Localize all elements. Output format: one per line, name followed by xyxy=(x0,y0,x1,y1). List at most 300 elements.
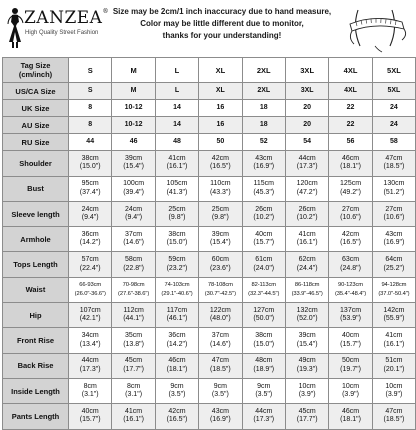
measurement-cell xyxy=(329,328,372,353)
measurement-cell xyxy=(372,303,415,328)
measurement-cell xyxy=(285,378,328,403)
cm-value: 132cm xyxy=(286,307,328,316)
table-cell: 50 xyxy=(199,134,242,151)
measurement-cell xyxy=(199,404,242,429)
inch-value: (37.0"-50.4") xyxy=(373,290,415,299)
measurement-cell xyxy=(242,151,285,176)
inch-value: (3.9") xyxy=(329,391,371,400)
measurement-cell xyxy=(112,201,155,226)
measurement-cell xyxy=(69,201,112,226)
inch-value: (53.9") xyxy=(329,315,371,324)
notice-line: Color may be little different due to monitor, xyxy=(110,18,334,30)
row-label-cell: Sleeve length xyxy=(3,201,69,226)
cm-value: 100cm xyxy=(112,180,154,189)
inch-value: (19.7") xyxy=(329,366,371,375)
inch-value: (18.5") xyxy=(373,416,415,425)
row-label-cell: RU Size xyxy=(3,134,69,151)
measurement-cell xyxy=(372,328,415,353)
cm-value: 27cm xyxy=(373,206,415,215)
cm-value: 60cm xyxy=(199,256,241,265)
cm-value: 39cm xyxy=(199,231,241,240)
cm-value: 36cm xyxy=(156,332,198,341)
table-row xyxy=(3,404,416,429)
row-label-cell: Front Rise xyxy=(3,328,69,353)
row-label-cell: Shoulder xyxy=(3,151,69,176)
inch-value: (44.1") xyxy=(112,315,154,324)
inch-value: (3.9") xyxy=(373,391,415,400)
inch-value: (52.0") xyxy=(286,315,328,324)
row-label-cell: Armhole xyxy=(3,227,69,252)
measurement-cell xyxy=(372,353,415,378)
row-label-cell: US/CA Size xyxy=(3,83,69,100)
measurement-cell xyxy=(372,404,415,429)
cm-value: 94-128cm xyxy=(373,281,415,290)
row-label-cell: Inside Length xyxy=(3,378,69,403)
inch-value: (14.2") xyxy=(69,239,111,248)
cm-value: 95cm xyxy=(69,180,111,189)
measurement-cell xyxy=(69,277,112,302)
measurement-cell xyxy=(285,328,328,353)
inch-value: (15.7") xyxy=(243,239,285,248)
inch-value: (15.4") xyxy=(112,163,154,172)
inch-value: (22.4") xyxy=(69,265,111,274)
table-cell: 22 xyxy=(329,100,372,117)
table-cell: 3XL xyxy=(285,83,328,100)
measurement-cell xyxy=(242,201,285,226)
measurement-cell xyxy=(242,353,285,378)
measurement-cell xyxy=(329,353,372,378)
table-row xyxy=(3,227,416,252)
cm-value: 59cm xyxy=(156,256,198,265)
inch-value: (18.9") xyxy=(243,366,285,375)
cm-value: 137cm xyxy=(329,307,371,316)
measurement-cell xyxy=(329,303,372,328)
cm-value: 9cm xyxy=(156,383,198,392)
table-row xyxy=(3,134,416,151)
measurement-cell xyxy=(329,201,372,226)
inch-value: (16.5") xyxy=(156,416,198,425)
inch-value: (39.4") xyxy=(112,189,154,198)
inch-value: (15.0") xyxy=(69,163,111,172)
cm-value: 8cm xyxy=(112,383,154,392)
row-label-cell: UK Size xyxy=(3,100,69,117)
inch-value: (16.9") xyxy=(373,239,415,248)
inch-value: (37.4") xyxy=(69,189,111,198)
inch-value: (15.0") xyxy=(243,341,285,350)
measurement-cell xyxy=(112,353,155,378)
table-cell: 54 xyxy=(285,134,328,151)
measurement-cell xyxy=(329,277,372,302)
measurement-cell xyxy=(69,328,112,353)
cm-value: 39cm xyxy=(112,155,154,164)
table-row xyxy=(3,100,416,117)
inch-value: (35.4"-48.4") xyxy=(329,290,371,299)
cm-value: 41cm xyxy=(156,155,198,164)
measurement-cell xyxy=(155,201,198,226)
measurement-cell xyxy=(199,227,242,252)
inch-value: (30.7"-42.5") xyxy=(199,290,241,299)
inch-value: (19.3") xyxy=(286,366,328,375)
measurement-cell xyxy=(372,227,415,252)
inch-value: (13.4") xyxy=(69,341,111,350)
inch-value: (23.2") xyxy=(156,265,198,274)
measurement-cell xyxy=(329,151,372,176)
inch-value: (16.1") xyxy=(112,416,154,425)
inch-value: (24.0") xyxy=(243,265,285,274)
row-label-cell: Pants Length xyxy=(3,404,69,429)
measurement-cell xyxy=(329,404,372,429)
cm-value: 41cm xyxy=(373,332,415,341)
measurement-cell xyxy=(242,303,285,328)
cm-value: 37cm xyxy=(112,231,154,240)
inch-value: (17.7") xyxy=(112,366,154,375)
inch-value: (43.3") xyxy=(199,189,241,198)
table-cell: 10-12 xyxy=(112,100,155,117)
measurement-cell xyxy=(372,378,415,403)
measurement-cell xyxy=(155,303,198,328)
inch-value: (9.4") xyxy=(69,214,111,223)
measurement-cell xyxy=(69,252,112,277)
inch-value: (20.1") xyxy=(373,366,415,375)
table-cell: 52 xyxy=(242,134,285,151)
cm-value: 62cm xyxy=(286,256,328,265)
inch-value: (29.1"-40.6") xyxy=(156,290,198,299)
inch-value: (23.6") xyxy=(199,265,241,274)
cm-value: 122cm xyxy=(199,307,241,316)
inch-value: (9.8") xyxy=(199,214,241,223)
measurement-cell xyxy=(285,353,328,378)
inch-value: (3.5") xyxy=(243,391,285,400)
inch-value: (16.1") xyxy=(286,239,328,248)
inch-value: (16.9") xyxy=(243,163,285,172)
cm-value: 39cm xyxy=(286,332,328,341)
measurement-cell xyxy=(285,151,328,176)
inch-value: (18.5") xyxy=(199,366,241,375)
table-row xyxy=(3,303,416,328)
measurement-cell xyxy=(242,252,285,277)
cm-value: 41cm xyxy=(286,231,328,240)
cm-value: 43cm xyxy=(243,155,285,164)
measurement-cell xyxy=(285,227,328,252)
cm-value: 40cm xyxy=(69,408,111,417)
inch-value: (10.2") xyxy=(286,214,328,223)
measurement-cell xyxy=(199,378,242,403)
cm-value: 66-93cm xyxy=(69,281,111,290)
header-label-cell: Tag Size (cm/inch) xyxy=(3,58,69,83)
measurement-cell xyxy=(155,353,198,378)
inch-value: (15.4") xyxy=(286,341,328,350)
cm-value: 44cm xyxy=(69,357,111,366)
inch-value: (14.2") xyxy=(156,341,198,350)
cm-value: 112cm xyxy=(112,307,154,316)
inch-value: (41.3") xyxy=(156,189,198,198)
cm-value: 46cm xyxy=(329,155,371,164)
cm-value: 90-123cm xyxy=(329,281,371,290)
measurement-cell xyxy=(199,328,242,353)
table-cell: 24 xyxy=(372,100,415,117)
inch-value: (55.9") xyxy=(373,315,415,324)
table-cell: 58 xyxy=(372,134,415,151)
table-cell: XL xyxy=(199,83,242,100)
inch-value: (48.0") xyxy=(199,315,241,324)
cm-value: 115cm xyxy=(243,180,285,189)
inch-value: (17.3") xyxy=(243,416,285,425)
table-header-row xyxy=(3,58,416,83)
cm-value: 25cm xyxy=(199,206,241,215)
inch-value: (33.9"-46.5") xyxy=(286,290,328,299)
inch-value: (51.2") xyxy=(373,189,415,198)
row-label-cell: AU Size xyxy=(3,117,69,134)
table-cell: 18 xyxy=(242,100,285,117)
inch-value: (16.1") xyxy=(156,163,198,172)
cm-value: 35cm xyxy=(112,332,154,341)
measuring-tape-waist-icon xyxy=(338,2,412,54)
measurement-cell xyxy=(329,252,372,277)
measurement-cell xyxy=(155,151,198,176)
inch-value: (42.1") xyxy=(69,315,111,324)
measurement-cell xyxy=(372,176,415,201)
measurement-cell xyxy=(372,201,415,226)
inch-value: (18.1") xyxy=(156,366,198,375)
inch-value: (32.3"-44.5") xyxy=(243,290,285,299)
measurement-cell xyxy=(155,277,198,302)
measurement-cell xyxy=(285,277,328,302)
inch-value: (15.7") xyxy=(69,416,111,425)
measurement-cell xyxy=(112,227,155,252)
measurement-cell xyxy=(285,404,328,429)
inch-value: (13.8") xyxy=(112,341,154,350)
inch-value: (10.6") xyxy=(329,214,371,223)
inch-value: (50.0") xyxy=(243,315,285,324)
cm-value: 45cm xyxy=(286,408,328,417)
notice-line: thanks for your understanding! xyxy=(110,30,334,42)
table-row xyxy=(3,277,416,302)
measurement-cell xyxy=(242,176,285,201)
measurement-cell xyxy=(69,176,112,201)
measurement-cell xyxy=(155,328,198,353)
cm-value: 36cm xyxy=(69,231,111,240)
table-cell: 56 xyxy=(329,134,372,151)
cm-value: 78-108cm xyxy=(199,281,241,290)
cm-value: 107cm xyxy=(69,307,111,316)
measurement-cell xyxy=(242,328,285,353)
inch-value: (3.5") xyxy=(199,391,241,400)
measurement-cell xyxy=(69,404,112,429)
measurement-cell xyxy=(199,353,242,378)
row-label-cell: Hip xyxy=(3,303,69,328)
measurement-cell xyxy=(285,201,328,226)
measurement-cell xyxy=(285,252,328,277)
measurement-cell xyxy=(155,227,198,252)
inch-value: (16.9") xyxy=(199,416,241,425)
size-header-cell: 2XL xyxy=(242,58,285,83)
brand-tagline: High Quality Street Fashion xyxy=(25,30,98,36)
cm-value: 105cm xyxy=(156,180,198,189)
cm-value: 27cm xyxy=(329,206,371,215)
inch-value: (9.8") xyxy=(156,214,198,223)
size-header-cell: S xyxy=(69,58,112,83)
table-cell: 44 xyxy=(69,134,112,151)
measurement-cell xyxy=(285,303,328,328)
table-cell: 46 xyxy=(112,134,155,151)
measurement-cell xyxy=(69,227,112,252)
cm-value: 37cm xyxy=(199,332,241,341)
inch-value: (14.6") xyxy=(199,341,241,350)
inch-value: (18.5") xyxy=(373,163,415,172)
cm-value: 41cm xyxy=(112,408,154,417)
cm-value: 8cm xyxy=(69,383,111,392)
chart-header xyxy=(0,0,416,56)
inch-value: (17.7") xyxy=(286,416,328,425)
cm-value: 44cm xyxy=(243,408,285,417)
size-header-cell: L xyxy=(155,58,198,83)
cm-value: 46cm xyxy=(329,408,371,417)
measurement-cell xyxy=(112,378,155,403)
brand-logo xyxy=(4,6,108,52)
size-header-cell: 3XL xyxy=(285,58,328,83)
inch-value: (15.7") xyxy=(329,341,371,350)
table-cell: L xyxy=(155,83,198,100)
table-cell: 10-12 xyxy=(112,117,155,134)
inch-value: (3.5") xyxy=(156,391,198,400)
cm-value: 24cm xyxy=(69,206,111,215)
table-cell: 20 xyxy=(285,100,328,117)
table-row xyxy=(3,353,416,378)
measurement-cell xyxy=(242,404,285,429)
cm-value: 127cm xyxy=(243,307,285,316)
table-row xyxy=(3,117,416,134)
cm-value: 117cm xyxy=(156,307,198,316)
table-cell: S xyxy=(69,83,112,100)
cm-value: 9cm xyxy=(243,383,285,392)
inch-value: (47.2") xyxy=(286,189,328,198)
row-label-cell: Waist xyxy=(3,277,69,302)
measurement-cell xyxy=(372,151,415,176)
cm-value: 44cm xyxy=(286,155,328,164)
table-cell: 14 xyxy=(155,117,198,134)
measurement-cell xyxy=(199,176,242,201)
cm-value: 64cm xyxy=(373,256,415,265)
cm-value: 130cm xyxy=(373,180,415,189)
cm-value: 43cm xyxy=(199,408,241,417)
measurement-cell xyxy=(112,151,155,176)
measurement-cell xyxy=(69,151,112,176)
inch-value: (14.6") xyxy=(112,239,154,248)
measurement-cell xyxy=(199,303,242,328)
cm-value: 47cm xyxy=(373,408,415,417)
cm-value: 34cm xyxy=(69,332,111,341)
measurement-cell xyxy=(329,176,372,201)
measurement-cell xyxy=(199,201,242,226)
inch-value: (15.4") xyxy=(199,239,241,248)
table-cell: 24 xyxy=(372,117,415,134)
measurement-cell xyxy=(372,277,415,302)
size-header-cell: XL xyxy=(199,58,242,83)
cm-value: 25cm xyxy=(156,206,198,215)
measurement-cell xyxy=(69,303,112,328)
cm-value: 10cm xyxy=(286,383,328,392)
cm-value: 57cm xyxy=(69,256,111,265)
table-cell: 8 xyxy=(69,117,112,134)
cm-value: 86-118cm xyxy=(286,281,328,290)
cm-value: 10cm xyxy=(373,383,415,392)
measurement-cell xyxy=(199,277,242,302)
measurement-cell xyxy=(199,151,242,176)
cm-value: 38cm xyxy=(243,332,285,341)
measurement-cell xyxy=(372,252,415,277)
table-cell: 48 xyxy=(155,134,198,151)
measurement-cell xyxy=(69,378,112,403)
cm-value: 46cm xyxy=(156,357,198,366)
cm-value: 26cm xyxy=(286,206,328,215)
table-cell: 4XL xyxy=(329,83,372,100)
inch-value: (49.2") xyxy=(329,189,371,198)
cm-value: 38cm xyxy=(156,231,198,240)
inch-value: (17.3") xyxy=(286,163,328,172)
cm-value: 50cm xyxy=(329,357,371,366)
inch-value: (24.8") xyxy=(329,265,371,274)
cm-value: 51cm xyxy=(373,357,415,366)
table-row xyxy=(3,83,416,100)
measurement-cell xyxy=(199,252,242,277)
cm-value: 142cm xyxy=(373,307,415,316)
table-cell: 8 xyxy=(69,100,112,117)
table-cell: 5XL xyxy=(372,83,415,100)
size-header-cell: 4XL xyxy=(329,58,372,83)
cm-value: 42cm xyxy=(156,408,198,417)
inch-value: (26.0"-36.6") xyxy=(69,290,111,299)
cm-value: 10cm xyxy=(329,383,371,392)
inch-value: (10.6") xyxy=(373,214,415,223)
table-row xyxy=(3,328,416,353)
cm-value: 26cm xyxy=(243,206,285,215)
measurement-cell xyxy=(112,176,155,201)
inch-value: (15.0") xyxy=(156,239,198,248)
inch-value: (3.9") xyxy=(286,391,328,400)
measurement-cell xyxy=(242,378,285,403)
cm-value: 47cm xyxy=(373,155,415,164)
cm-value: 48cm xyxy=(243,357,285,366)
inch-value: (3.1") xyxy=(112,391,154,400)
measurement-cell xyxy=(69,353,112,378)
cm-value: 74-103cm xyxy=(156,281,198,290)
inch-value: (16.5") xyxy=(329,239,371,248)
table-cell: 16 xyxy=(199,117,242,134)
cm-value: 47cm xyxy=(199,357,241,366)
table-row xyxy=(3,201,416,226)
measurement-notice xyxy=(110,6,334,42)
measurement-cell xyxy=(112,303,155,328)
row-label-cell: Tops Length xyxy=(3,252,69,277)
size-header-cell: 5XL xyxy=(372,58,415,83)
measurement-cell xyxy=(112,328,155,353)
cm-value: 82-113cm xyxy=(243,281,285,290)
cm-value: 42cm xyxy=(199,155,241,164)
table-cell: 20 xyxy=(285,117,328,134)
cm-value: 40cm xyxy=(243,231,285,240)
measurement-cell xyxy=(155,252,198,277)
measurement-cell xyxy=(329,378,372,403)
cm-value: 9cm xyxy=(199,383,241,392)
inch-value: (10.2") xyxy=(243,214,285,223)
measurement-cell xyxy=(155,404,198,429)
table-cell: 22 xyxy=(329,117,372,134)
table-cell: 16 xyxy=(199,100,242,117)
measurement-cell xyxy=(112,252,155,277)
cm-value: 125cm xyxy=(329,180,371,189)
cm-value: 49cm xyxy=(286,357,328,366)
inch-value: (16.5") xyxy=(199,163,241,172)
